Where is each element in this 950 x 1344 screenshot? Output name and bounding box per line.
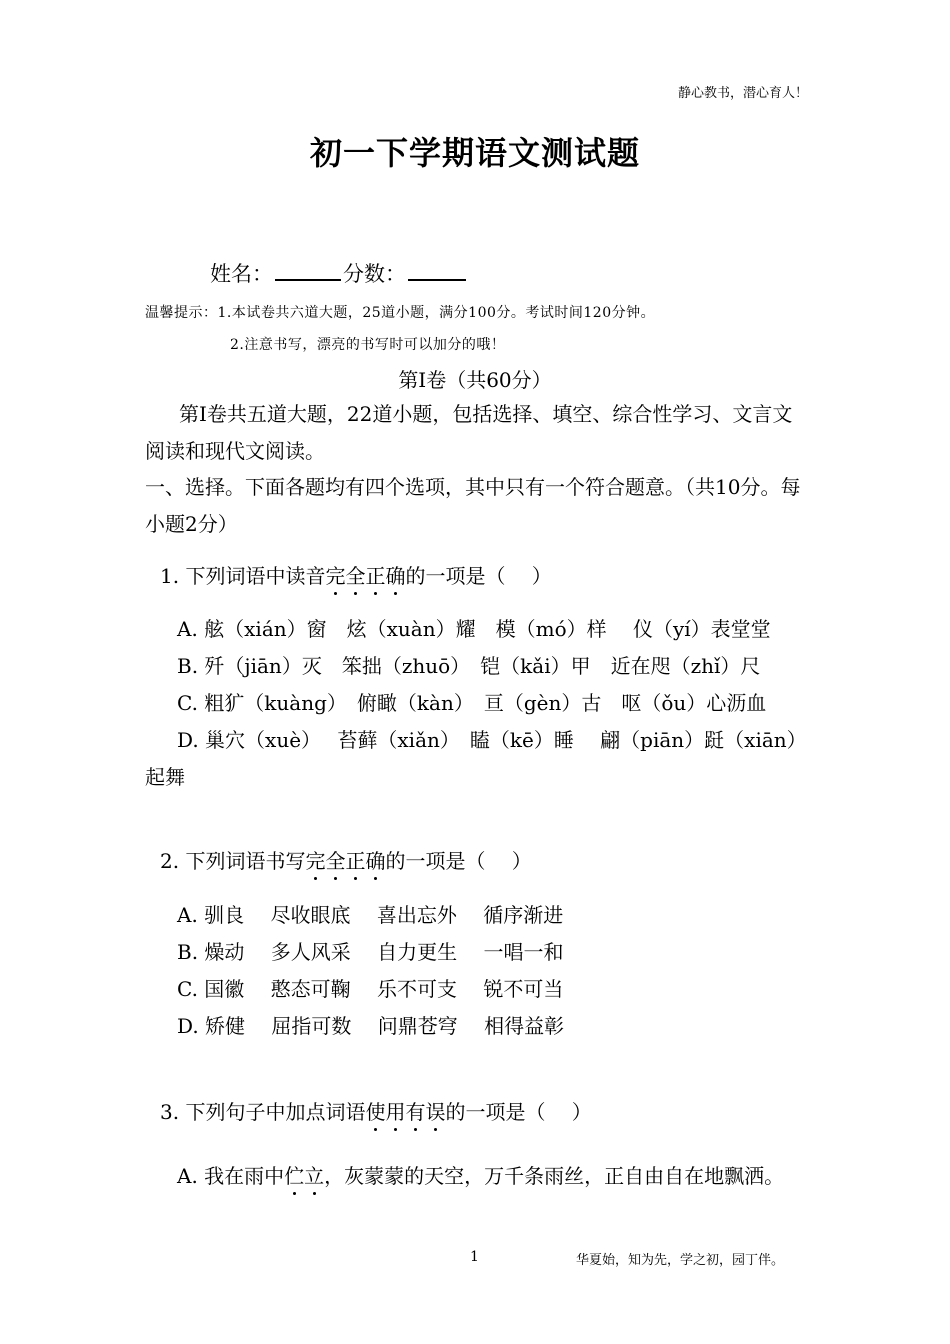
score-blank[interactable] <box>408 259 466 281</box>
question-3-option-a-post: ，灰蒙蒙的天空，万千条雨丝，正自由自在地飘洒。 <box>324 1164 785 1188</box>
question-2-emphasis: 完全正确 <box>305 849 385 873</box>
question-3-pre: 3. 下列句子中加点词语 <box>160 1100 366 1124</box>
header-motto: 静心教书，潜心育人！ <box>677 86 808 101</box>
question-1-option-d-continuation: 起舞 <box>145 765 185 789</box>
name-label: 姓名： <box>210 262 273 286</box>
question-2 <box>160 845 532 874</box>
question-1 <box>160 560 552 589</box>
question-3-option-a-pre: A. 我在雨中 <box>177 1164 285 1188</box>
question-1-option-d: D. 巢穴（xuè） 苔藓（xiǎn） 瞌（kē）睡 翩（piān）跹（xiān） <box>177 728 807 752</box>
question-2-option-a: A. 驯良 尽收眼底 喜出忘外 循序渐进 <box>177 903 564 927</box>
question-3 <box>160 1096 592 1125</box>
name-blank[interactable] <box>275 259 341 281</box>
question-3-option-a-emphasis: 伫立 <box>284 1164 324 1188</box>
page-number: 1 <box>470 1249 479 1265</box>
page-title: 初一下学期语文测试题 <box>309 134 640 172</box>
tip-line-2: 2.注意书写，漂亮的书写时可以加分的哦！ <box>230 337 506 353</box>
question-1-pre: 1. 下列词语中读音 <box>160 564 326 588</box>
score-label: 分数： <box>343 262 406 286</box>
student-info-line <box>210 258 468 288</box>
question-2-option-d: D. 矫健 屈指可数 问鼎苍穹 相得益彰 <box>177 1014 565 1038</box>
question-1-option-b: B. 歼（jiān）灭 笨拙（zhuō） 铠（kǎi）甲 近在咫（zhǐ）尺 <box>177 654 761 678</box>
question-1-option-a: A. 舷（xián）窗 炫（xuàn）耀 模（mó）样 仪（yí）表堂堂 <box>177 617 771 641</box>
section-title: 第Ⅰ卷（共60分） <box>398 368 552 392</box>
question-2-pre: 2. 下列词语书写 <box>160 849 306 873</box>
section-intro: 第Ⅰ卷共五道大题，22道小题，包括选择、填空、综合性学习、文言文阅读和现代文阅读。 <box>145 402 793 463</box>
question-3-post: 的一项是（ ） <box>445 1100 592 1124</box>
question-3-emphasis: 使用有误 <box>365 1100 445 1124</box>
question-2-post: 的一项是（ ） <box>385 849 532 873</box>
part-one-heading: 一、选择。下面各题均有四个选项，其中只有一个符合题意。（共10分。每小题2分） <box>145 475 801 536</box>
question-1-post: 的一项是（ ） <box>405 564 552 588</box>
question-3-option-a <box>177 1160 784 1189</box>
question-1-emphasis: 完全正确 <box>325 564 405 588</box>
question-2-option-b: B. 燥动 多人风采 自力更生 一唱一和 <box>177 940 564 964</box>
footer-motto: 华夏始，知为先，学之初，园丁伴。 <box>576 1253 785 1268</box>
question-2-option-c: C. 国徽 憨态可鞠 乐不可支 锐不可当 <box>177 977 564 1001</box>
question-1-option-c: C. 粗犷（kuàng） 俯瞰（kàn） 亘（gèn）古 呕（ǒu）心沥血 <box>177 691 767 715</box>
tip-line-1: 温馨提示：1.本试卷共六道大题，25道小题，满分100分。考试时间120分钟。 <box>145 305 656 321</box>
